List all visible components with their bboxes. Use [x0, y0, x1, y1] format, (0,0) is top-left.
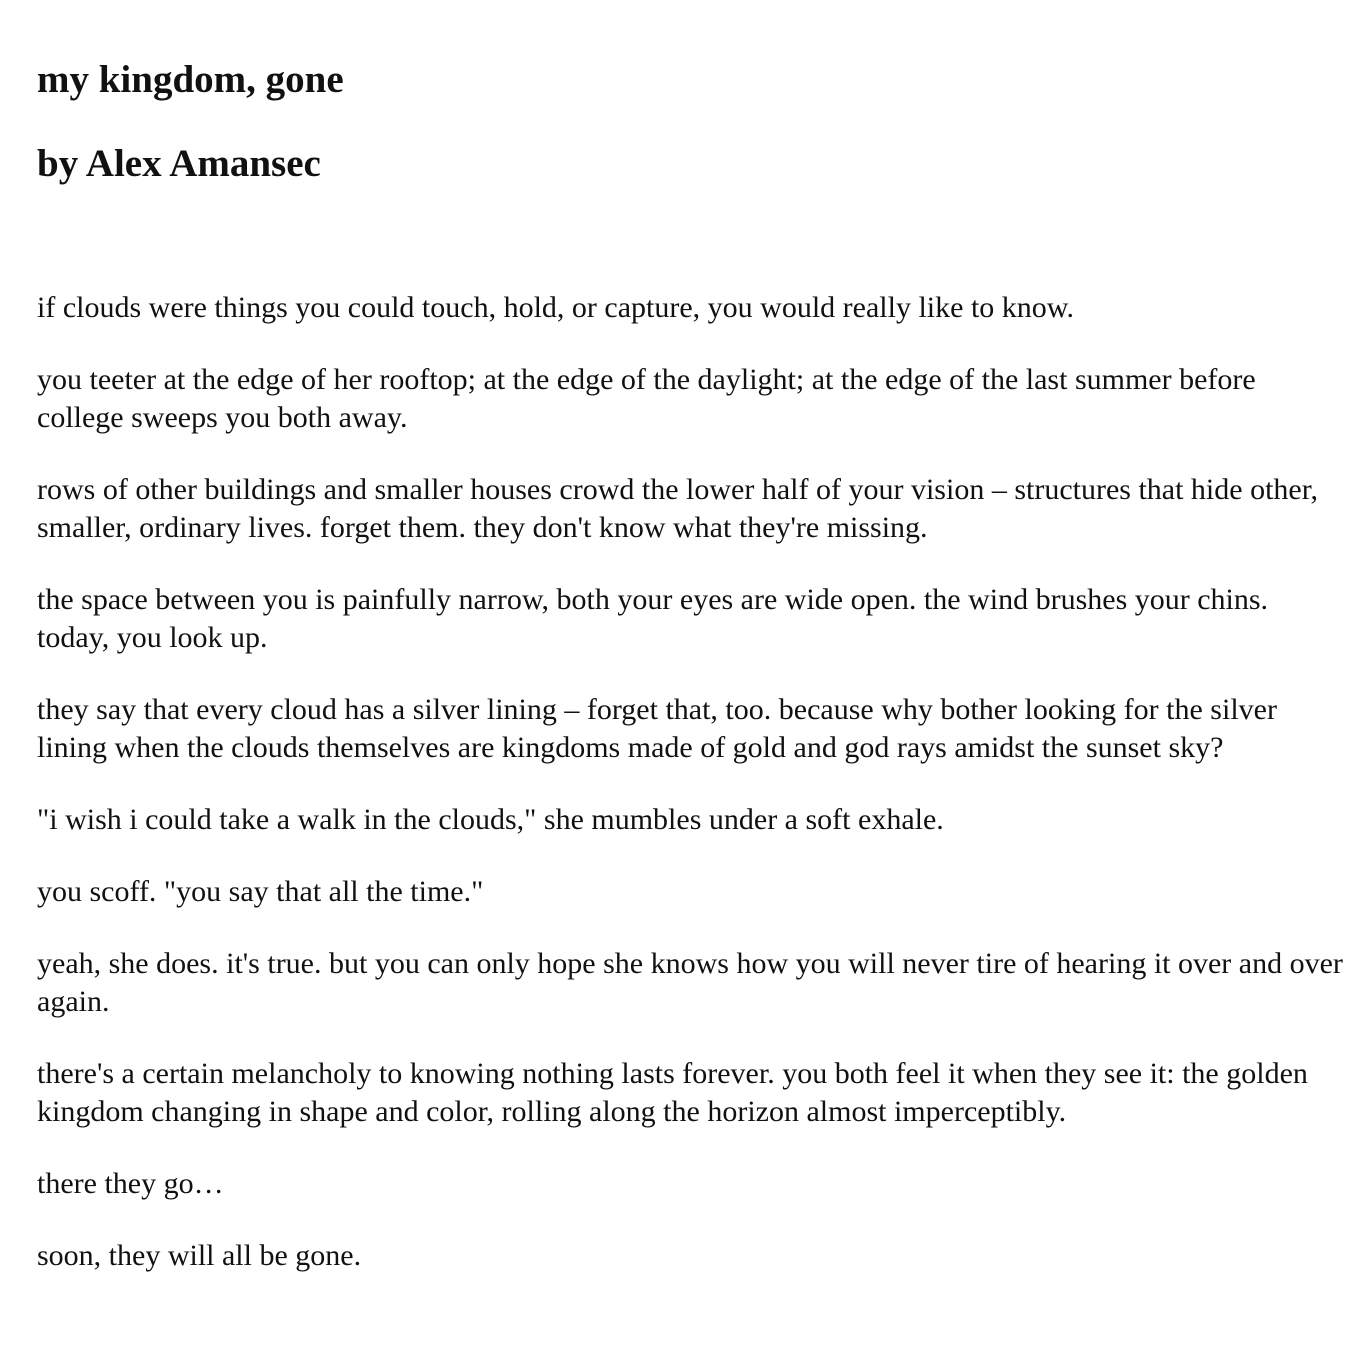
paragraph: soon, they will all be gone. — [37, 1239, 362, 1272]
paragraph: "i wish i could take a walk in the clouds," she mumbles under a soft exhale. — [37, 803, 944, 836]
paragraph: rows of other buildings and smaller houses crowd the lower half of your vision – structures that hide other, smaller, ordinary lives. forget them. they don't know what they're missing. — [37, 473, 1319, 544]
poem-byline: by Alex Amansec — [37, 142, 321, 185]
paragraph: there they go… — [37, 1167, 224, 1200]
paragraph: yeah, she does. it's true. but you can only hope she knows how you will never tire of hearing it over and over again. — [37, 947, 1343, 1018]
poem-title: my kingdom, gone — [37, 58, 344, 101]
paragraph: there's a certain melancholy to knowing nothing lasts forever. you both feel it when they see it: the golden kingdom changing in shape and color, rolling along the horizon almost imperceptibly. — [37, 1057, 1308, 1128]
paragraph: the space between you is painfully narrow, both your eyes are wide open. the wind brushes your chins. today, you look up. — [37, 583, 1269, 654]
paragraph: you scoff. "you say that all the time." — [37, 875, 484, 908]
poem-body — [37, 289, 1347, 1309]
paragraph: if clouds were things you could touch, hold, or capture, you would really like to know. — [37, 291, 1075, 324]
paragraph: you teeter at the edge of her rooftop; at the edge of the daylight; at the edge of the last summer before college sweeps you both away. — [37, 363, 1256, 434]
paragraph: they say that every cloud has a silver lining – forget that, too. because why bother looking for the silver lining when the clouds themselves are kingdoms made of gold and god rays amidst the sunset sky? — [37, 693, 1277, 764]
